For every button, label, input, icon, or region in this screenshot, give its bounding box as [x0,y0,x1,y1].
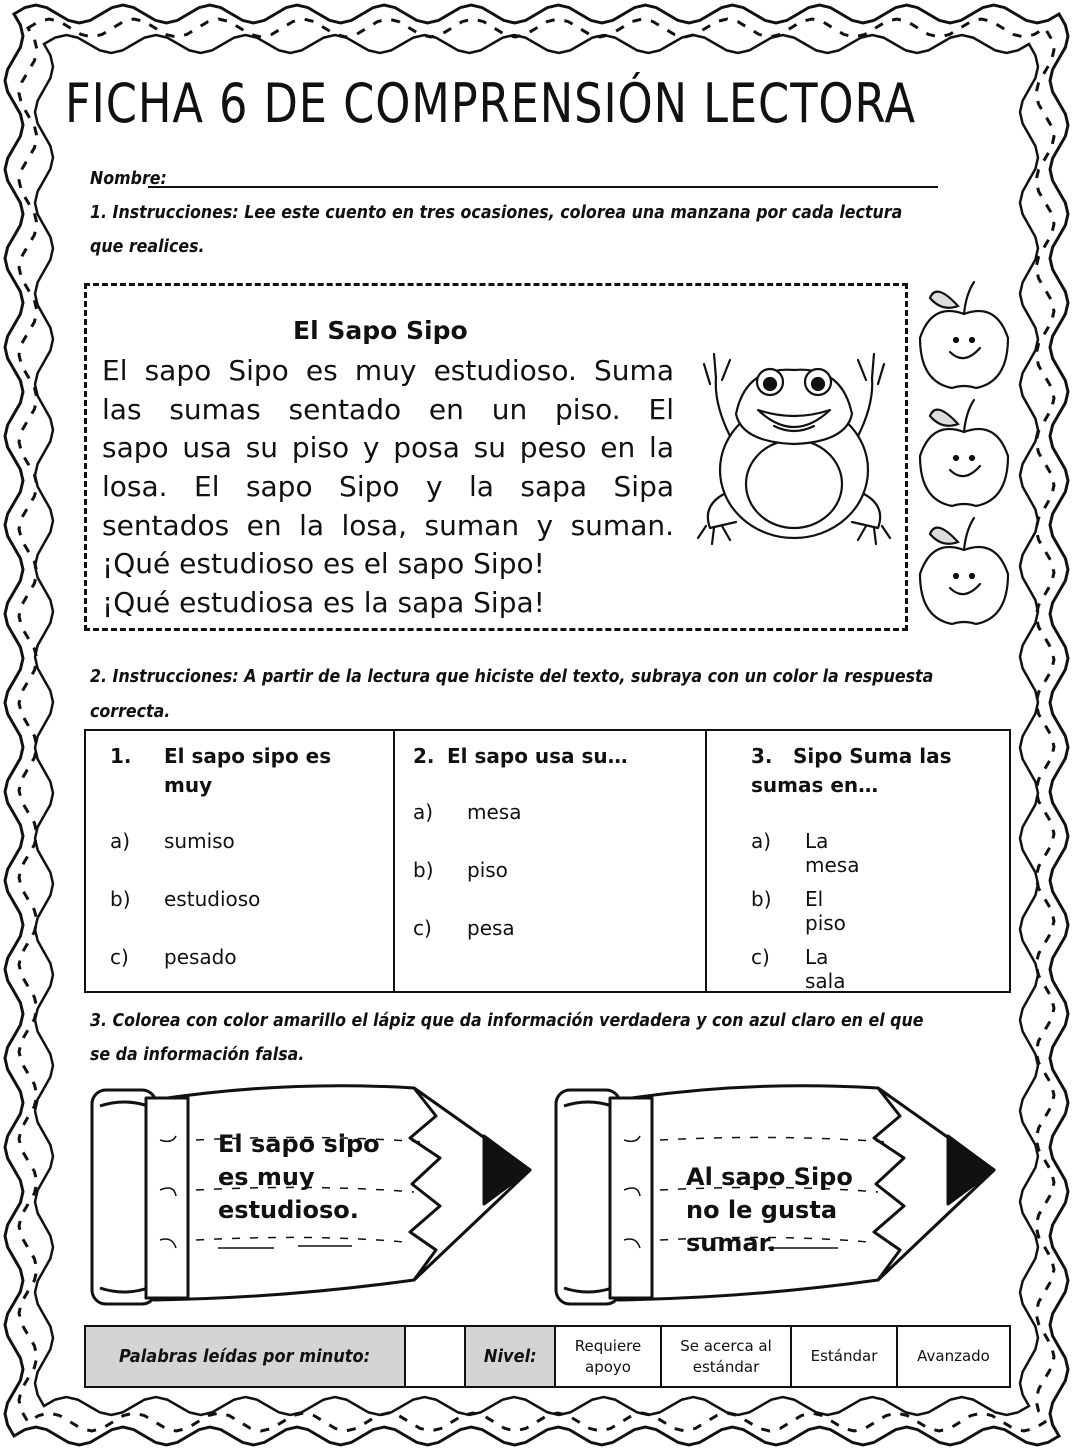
name-field[interactable] [148,186,938,188]
question-1: 1. El sapo sipo es muy a) sumiso b) estudioso c) pesado [85,730,394,992]
pencil-2-text [686,1161,853,1260]
apple-icon[interactable] [920,282,1008,388]
reading-level-table [84,1325,1011,1388]
pencil-1-text [218,1128,380,1227]
question-text: El sapo sipo es [164,744,332,768]
level-option[interactable]: Se acerca al estándar [661,1326,791,1387]
question-text: El sapo usa su… [447,744,628,768]
instruction-3-line-1: 3. Colorea con color amarillo el lápiz que da información verdadera y con azul claro en el que [90,1010,924,1031]
pencil-line: Al sapo Sipo [686,1163,853,1191]
story-line: losa. El sapo Sipo y la sapa Sipa [102,470,674,504]
worksheet-title: FICHA 6 DE COMPRENSIÓN LECTORA [65,72,916,135]
story-line: sentados en la losa, suman y suman. [102,508,674,542]
level-option[interactable]: Avanzado [897,1326,1010,1387]
pencil-line: El sapo sipo [218,1130,380,1158]
name-label: Nombre: [90,168,167,189]
apple-icon[interactable] [920,518,1008,624]
words-per-minute-field[interactable] [405,1326,465,1387]
story-line: El sapo Sipo es muy estudioso. Suma [102,354,674,387]
pencil-line: sumar. [686,1229,777,1257]
frog-illustration [696,344,892,548]
question-number: 1. [110,744,132,768]
story-line: ¡Qué estudioso es el sapo Sipo! [102,547,545,581]
instruction-1-line-1: 1. Instrucciones: Lee este cuento en tres ocasiones, colorea una manzana por cada lectura [90,202,903,223]
instruction-1-line-2: que realices. [90,236,205,257]
level-option[interactable]: Requiere apoyo [555,1326,661,1387]
level-option[interactable]: Estándar [791,1326,897,1387]
instruction-2-line-1: 2. Instrucciones: A partir de la lectura que hiciste del texto, subraya con un color la respuesta [90,666,934,687]
instruction-3-line-2: se da información falsa. [90,1044,305,1065]
question-number: 3. [751,744,773,768]
pencil-line: no le gusta [686,1196,838,1224]
question-text: muy [164,773,213,797]
question-text: Sipo Suma las [793,744,952,768]
story-line: las sumas sentado en un piso. El [102,392,674,426]
question-3: 3. Sipo Suma las sumas en… a) La mesa b) El piso c) La sala [706,730,1010,992]
story-line: sapo usa su piso y posa su peso en la [102,431,674,465]
question-text: sumas en… [751,773,879,797]
story-text [102,352,674,623]
question-number: 2. [413,744,435,768]
question-2: 2. El sapo usa su… a) mesa b) piso c) pesa [394,730,706,992]
words-per-minute-label: Palabras leídas por minuto: [85,1326,405,1387]
pencil-line: es muy [218,1163,315,1191]
apple-icon[interactable] [920,400,1008,506]
level-label: Nivel: [465,1326,555,1387]
story-title: El Sapo Sipo [293,316,468,345]
story-line: ¡Qué estudiosa es la sapa Sipa! [102,586,545,620]
instruction-2-line-2: correcta. [90,701,171,722]
pencil-line: estudioso. [218,1196,359,1224]
apples-reading-tracker [912,278,1016,626]
questions-table [84,729,1011,993]
